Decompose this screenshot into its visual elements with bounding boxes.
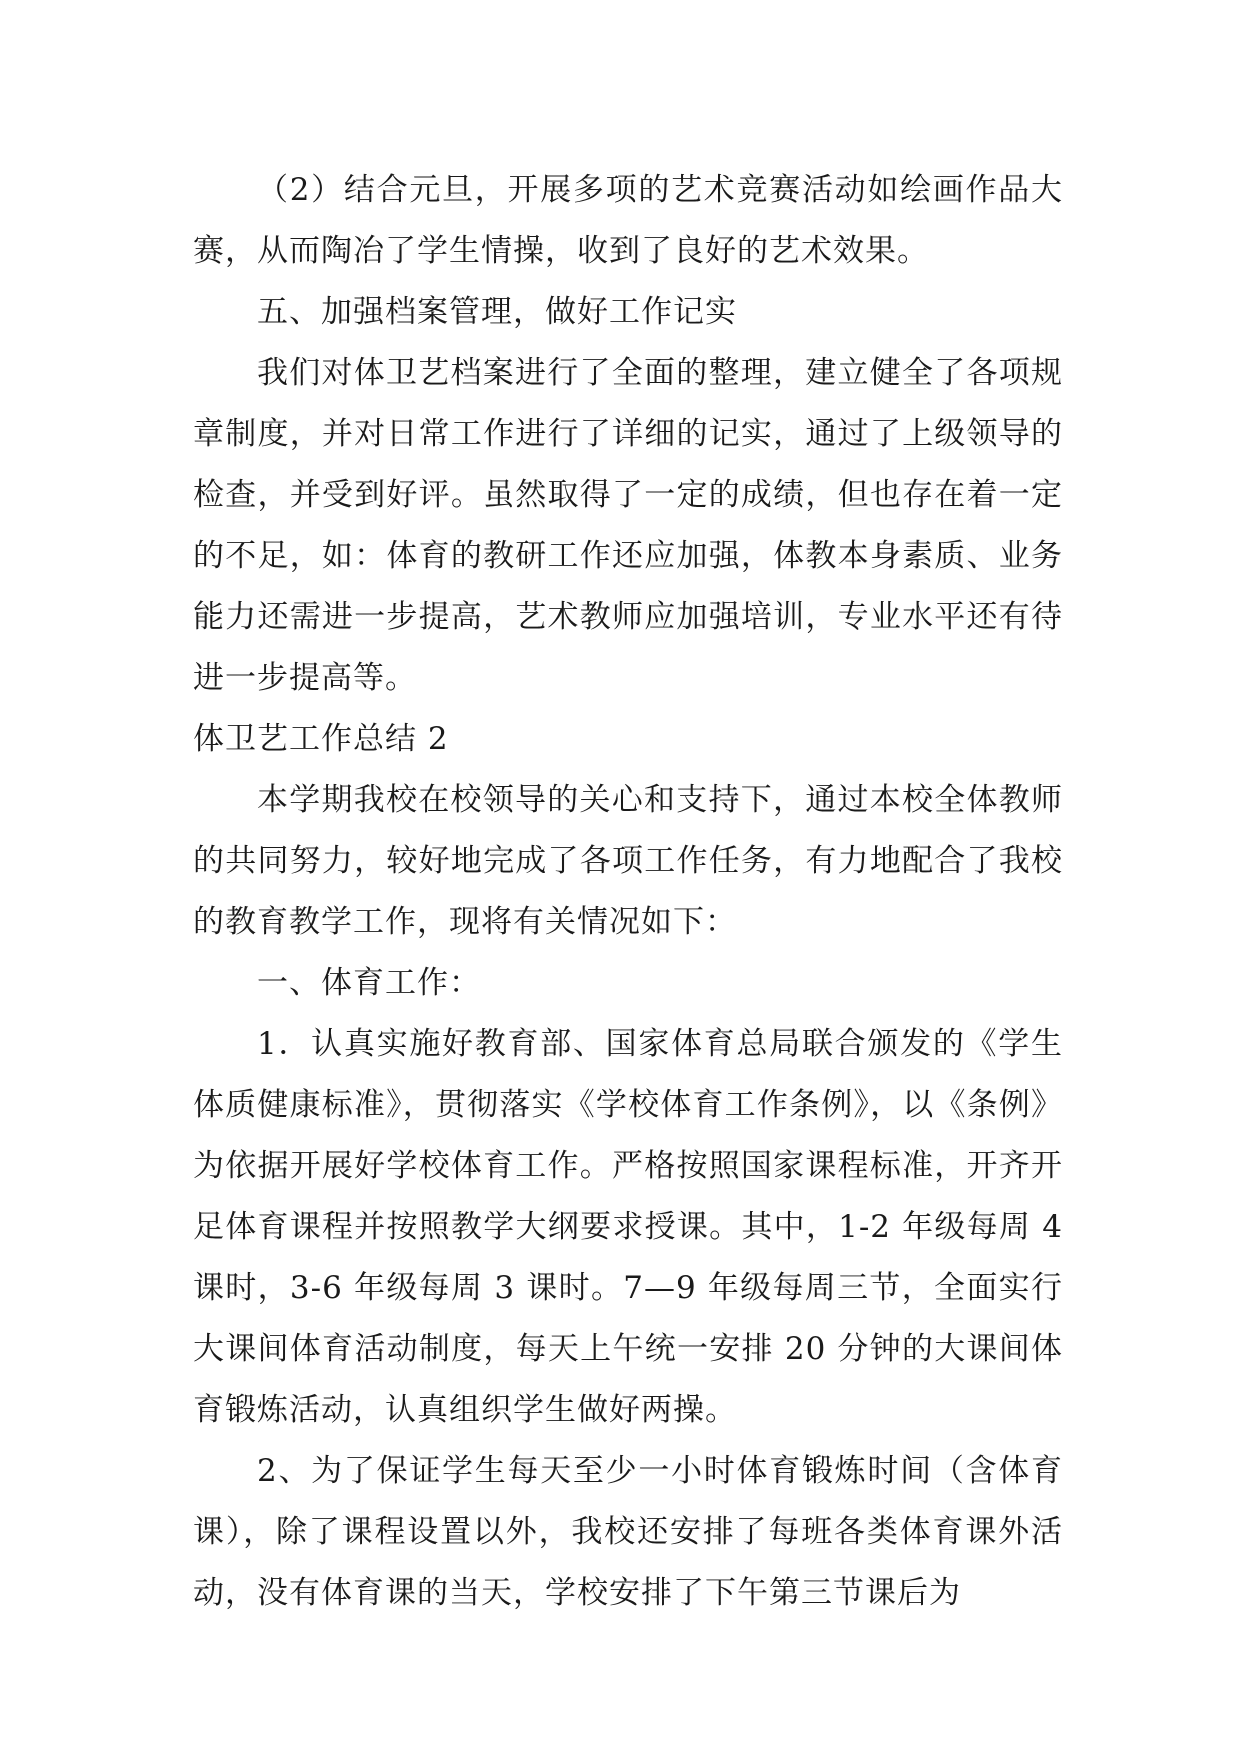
document-body (193, 160, 1063, 1624)
document-title-summary-2: 体卫艺工作总结 2 (193, 721, 449, 757)
paragraph-pe-item-1: 1．认真实施好教育部、国家体育总局联合颁发的《学生体质健康标准》，贯彻落实《学校体育工作条例》，以《条例》为依据开展好学校体育工作。严格按照国家课程标准，开齐开足体育课程并按照教学大纲要求授课。其中，1-2 年级每周 4 课时，3-6 年级每周 3 课时。7—9 年级每周三节，全面实行大课间体育活动制度，每天上午统一安排 20 分钟的大课间体育锻炼活动，认真组织学生做好两操。 (193, 1026, 1063, 1428)
paragraph-pe-item-2: 2、为了保证学生每天至少一小时体育锻炼时间（含体育课），除了课程设置以外，我校还安排了每班各类体育课外活动，没有体育课的当天，学校安排了下午第三节课后为 (193, 1453, 1063, 1611)
paragraph-intro: 本学期我校在校领导的关心和支持下，通过本校全体教师的共同努力，较好地完成了各项工作任务，有力地配合了我校的教育教学工作，现将有关情况如下： (193, 782, 1063, 940)
paragraph-new-year-art-competition: （2）结合元旦，开展多项的艺术竞赛活动如绘画作品大赛，从而陶冶了学生情操，收到了良好的艺术效果。 (193, 172, 1063, 269)
paragraph-archive-summary: 我们对体卫艺档案进行了全面的整理，建立健全了各项规章制度，并对日常工作进行了详细的记实，通过了上级领导的检查，并受到好评。虽然取得了一定的成绩，但也存在着一定的不足，如：体育的教研工作还应加强，体教本身素质、业务能力还需进一步提高，艺术教师应加强培训，专业水平还有待进一步提高等。 (193, 355, 1063, 696)
section-heading-pe-work: 一、体育工作： (257, 965, 481, 1001)
section-heading-archive-management: 五、加强档案管理，做好工作记实 (257, 294, 737, 330)
